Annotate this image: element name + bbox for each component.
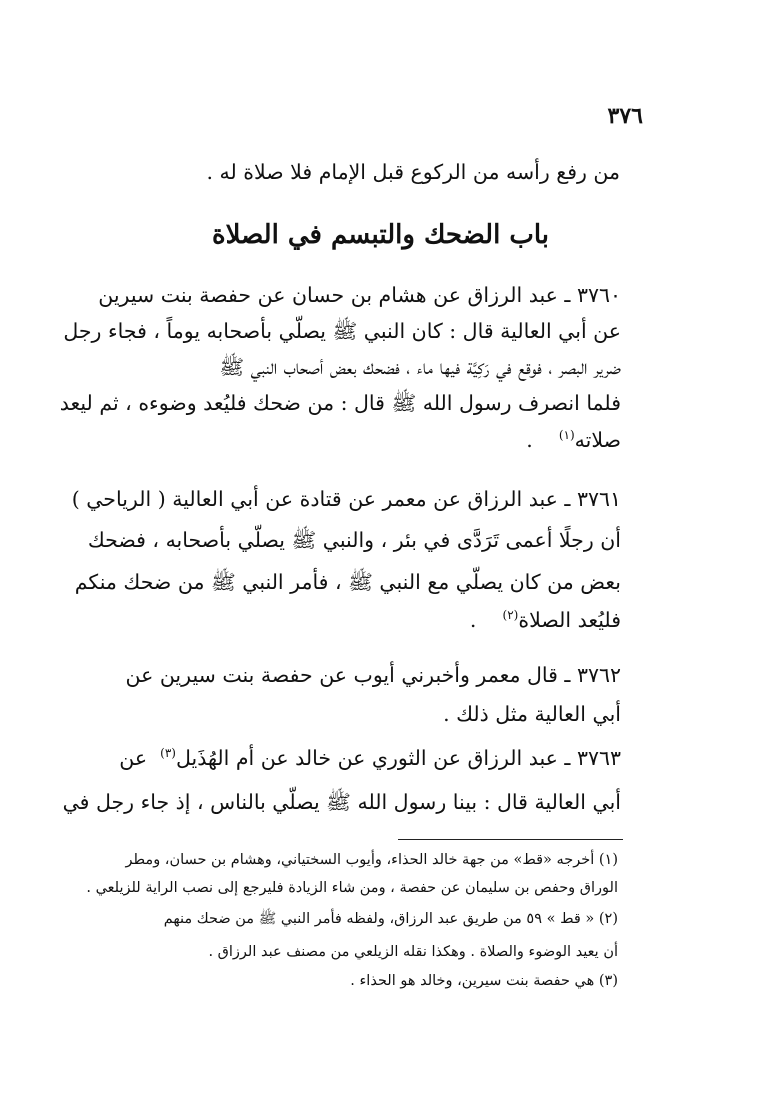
footnote-marker: (١) bbox=[558, 428, 575, 443]
hadith-text: عن bbox=[119, 746, 148, 770]
footnote-line: أن يعيد الوضوء والصلاة . وهكذا نقله الزيلعي من مصنف عبد الرزاق . bbox=[208, 944, 618, 960]
hadith-line: أبي العالية قال : بينا رسول الله ﷺ يصلّي بالناس ، إذ جاء رجل في bbox=[62, 790, 621, 814]
footnote-line: (١) أخرجه «قط» من جهة خالد الحذاء، وأيوب السختياني، وهشام بن حسان، ومطر bbox=[125, 852, 618, 868]
hadith-line: بعض من كان يصلّي مع النبي ﷺ ، فأمر النبي ﷺ من ضحك منكم bbox=[74, 570, 621, 594]
hadith-line: ٣٧٦٠ ـ عبد الرزاق عن هشام بن حسان عن حفصة بنت سيرين bbox=[98, 283, 621, 307]
footnote-marker: (٢) bbox=[502, 608, 519, 623]
hadith-line: ضرير البصر ، فوقع في رَكِيَّة فيها ماء ، فضحك بعض أصحاب النبي ﷺ bbox=[219, 355, 621, 379]
hadith-line: ٣٧٦٢ ـ قال معمر وأخبرني أيوب عن حفصة بنت سيرين عن bbox=[125, 663, 621, 687]
hadith-line-last bbox=[470, 608, 621, 632]
hadith-line: أن رجلًا أعمى تَرَدَّى في بئر ، والنبي ﷺ يصلّي بأصحابه ، فضحك bbox=[87, 528, 621, 552]
hadith-line bbox=[119, 746, 621, 770]
intro-line: من رفع رأسه من الركوع قبل الإمام فلا صلاة له . bbox=[206, 160, 620, 184]
hadith-line: أبي العالية مثل ذلك . bbox=[443, 702, 621, 726]
page-number: ٣٧٦ bbox=[607, 103, 643, 129]
hadith-text: صلاته bbox=[574, 428, 621, 452]
hadith-line: عن أبي العالية قال : كان النبي ﷺ يصلّي بأصحابه يوماً ، فجاء رجل bbox=[63, 319, 621, 343]
closing-mark: . bbox=[469, 608, 477, 632]
footnote-line: الوراق وحفص بن سليمان عن حفصة ، ومن شاء الزيادة فليرجع إلى نصب الراية للزيلعي . bbox=[86, 880, 618, 896]
footnote-line: (٣) هي حفصة بنت سيرين، وخالد هو الحذاء . bbox=[350, 973, 618, 989]
hadith-text: ٣٧٦٣ ـ عبد الرزاق عن الثوري عن خالد عن أم الهُذَيل bbox=[175, 746, 621, 770]
hadith-line: ٣٧٦١ ـ عبد الرزاق عن معمر عن قتادة عن أبي العالية ( الرياحي ) bbox=[71, 487, 621, 511]
hadith-line: فلما انصرف رسول الله ﷺ قال : من ضحك فليُعد وضوءه ، ثم ليعد bbox=[59, 391, 621, 415]
hadith-line-last bbox=[526, 428, 621, 452]
closing-mark: . bbox=[526, 428, 533, 452]
footnote-marker: (٣) bbox=[160, 746, 176, 761]
hadith-text: فليُعد الصلاة bbox=[518, 608, 621, 632]
chapter-heading: باب الضحك والتبسم في الصلاة bbox=[211, 220, 550, 250]
footnote-line: (٢) « قط » ٥٩ من طريق عبد الرزاق، ولفظه فأمر النبي ﷺ من ضحك منهم bbox=[163, 911, 618, 927]
footnote-divider bbox=[398, 839, 623, 840]
